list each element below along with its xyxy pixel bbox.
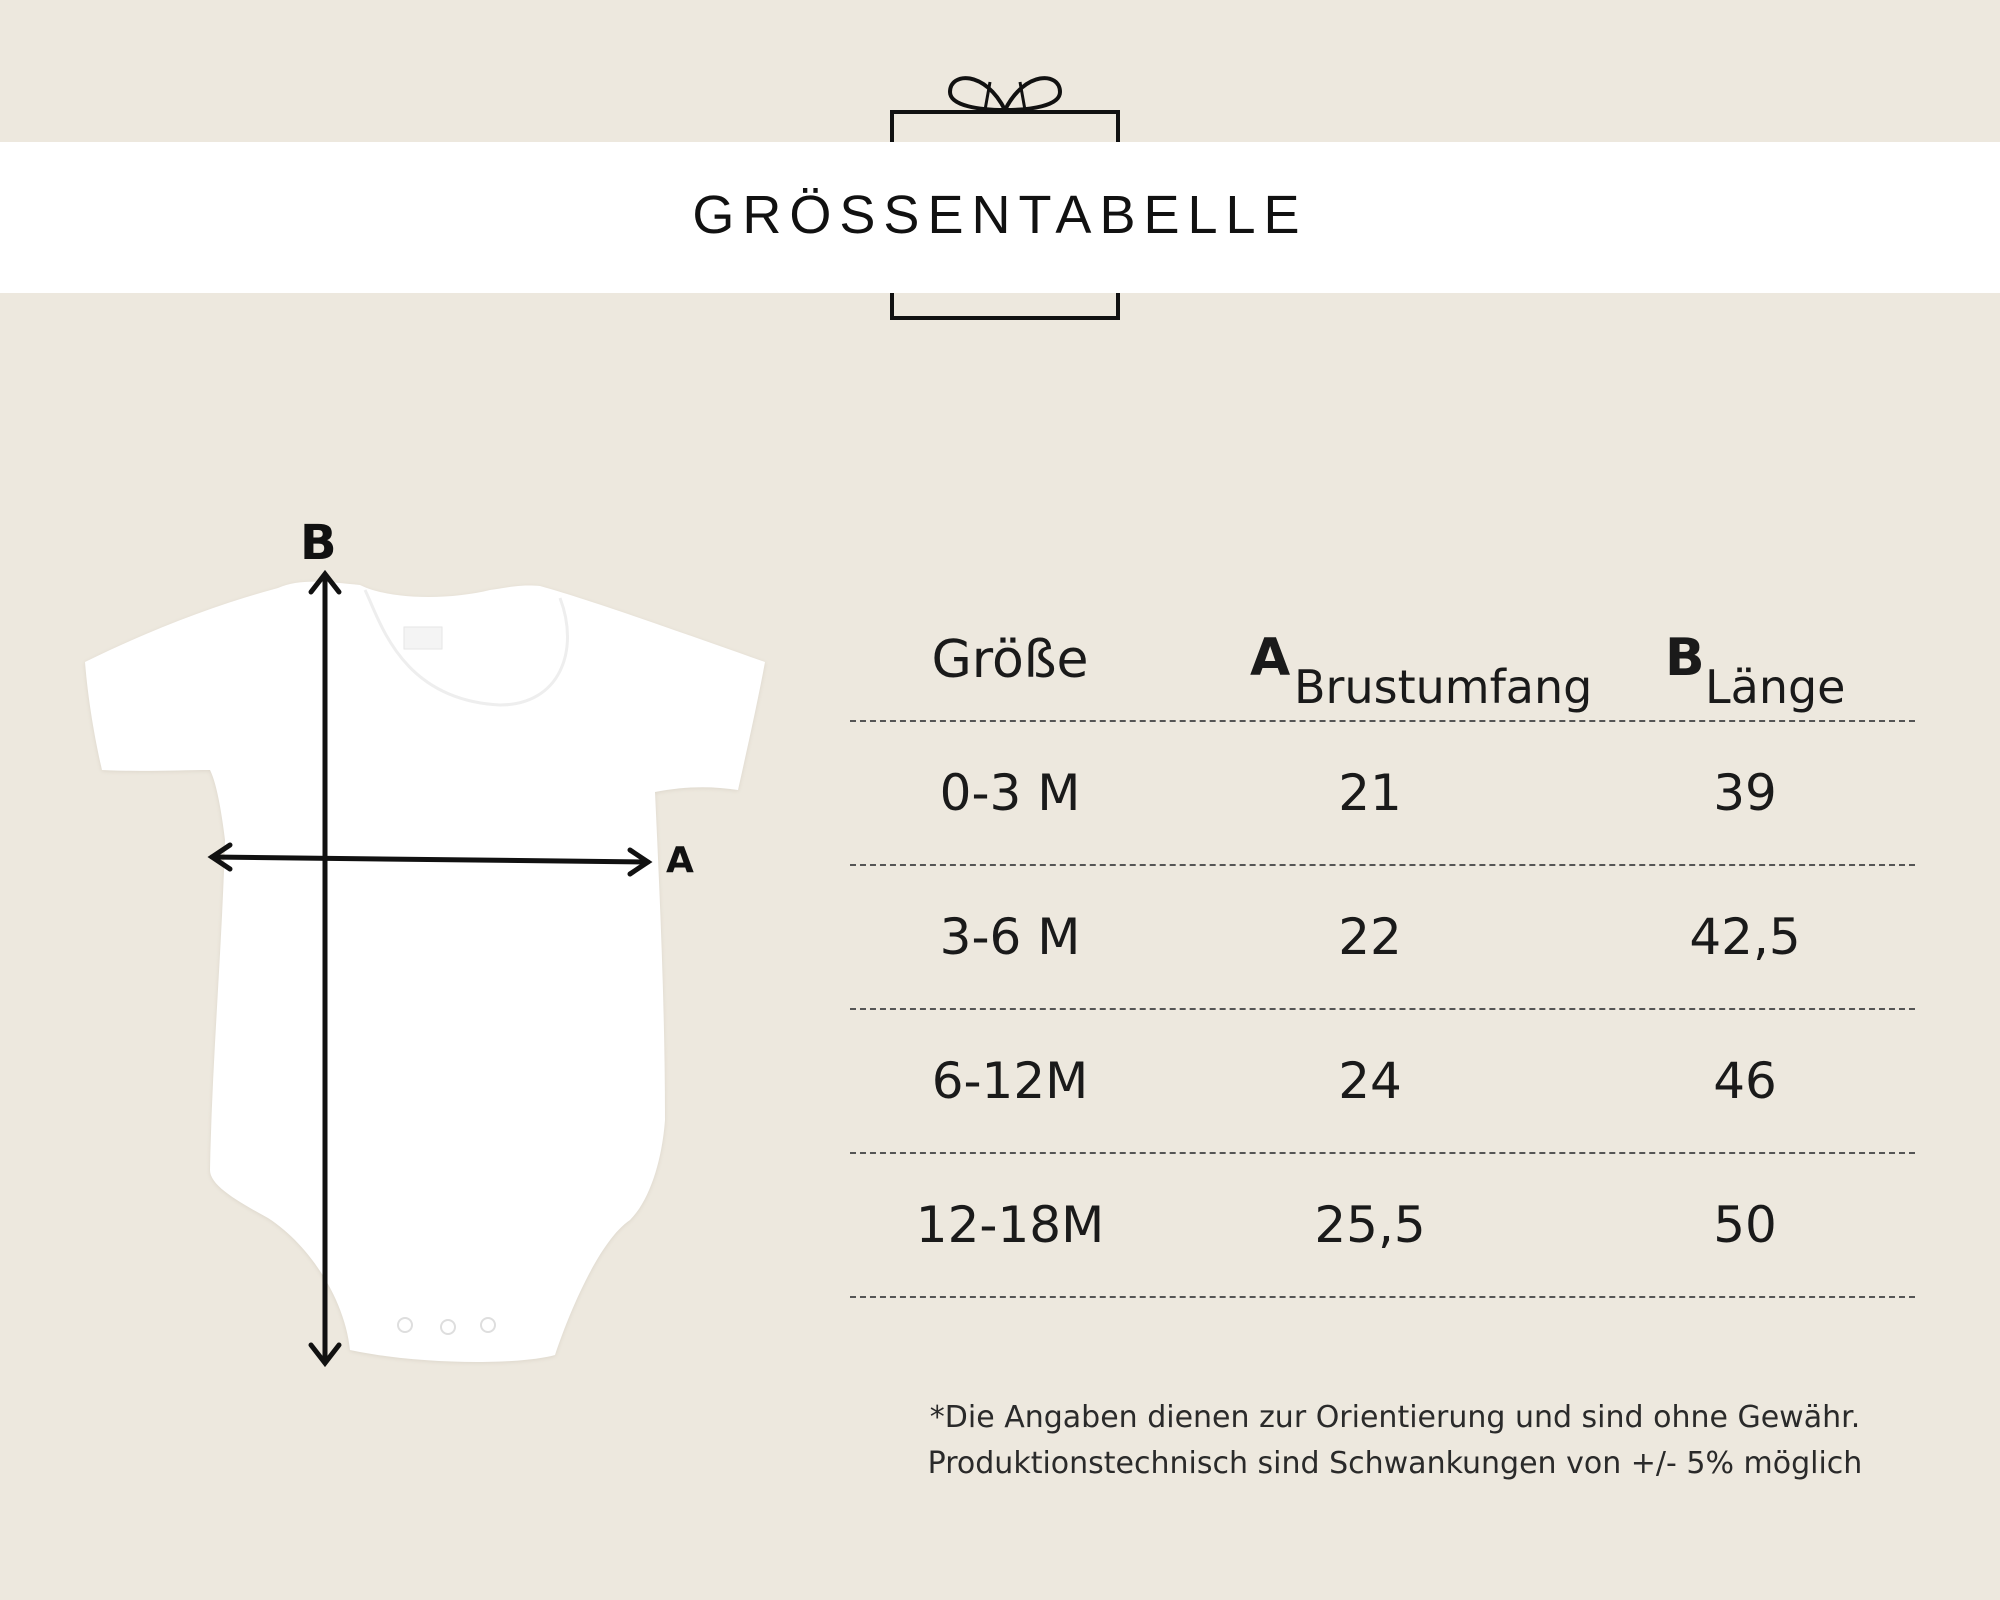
table-header (850, 620, 1915, 720)
table-row (850, 1152, 1915, 1298)
length-label: B (300, 515, 337, 571)
size-cell: 12-18M (915, 1196, 1105, 1254)
footnote (850, 1395, 1940, 1487)
footnote-line-2: Produktionstechnisch sind Schwankungen von +/- 5% möglich (927, 1446, 1863, 1481)
length-cell: 50 (1713, 1196, 1777, 1254)
chest-cell: 25,5 (1314, 1196, 1426, 1254)
chest-cell: 21 (1338, 764, 1402, 822)
size-cell: 3-6 M (939, 908, 1081, 966)
chest-cell: 22 (1338, 908, 1402, 966)
header-chest-label: Brustumfang (1294, 660, 1593, 714)
length-cell: 42,5 (1689, 908, 1801, 966)
footnote-line-1: *Die Angaben dienen zur Orientierung und sind ohne Gewähr. (929, 1400, 1861, 1435)
header-length-letter: B (1665, 628, 1705, 688)
header-size: Größe (931, 630, 1089, 690)
size-table (850, 620, 1915, 1298)
size-cell: 0-3 M (939, 764, 1081, 822)
table-row (850, 1008, 1915, 1152)
chest-label: A (666, 840, 694, 881)
header-chest-letter: A (1250, 628, 1291, 688)
bodysuit-shape (85, 582, 765, 1362)
table-row (850, 720, 1915, 864)
length-cell: 39 (1713, 764, 1777, 822)
header-chest (1250, 620, 1610, 720)
header-length (1665, 620, 1915, 720)
chest-cell: 24 (1338, 1052, 1402, 1110)
table-row (850, 864, 1915, 1008)
length-cell: 46 (1713, 1052, 1777, 1110)
page-title: GRÖSSENTABELLE (692, 185, 1308, 245)
size-cell: 6-12M (931, 1052, 1089, 1110)
header-length-label: Länge (1705, 660, 1846, 714)
